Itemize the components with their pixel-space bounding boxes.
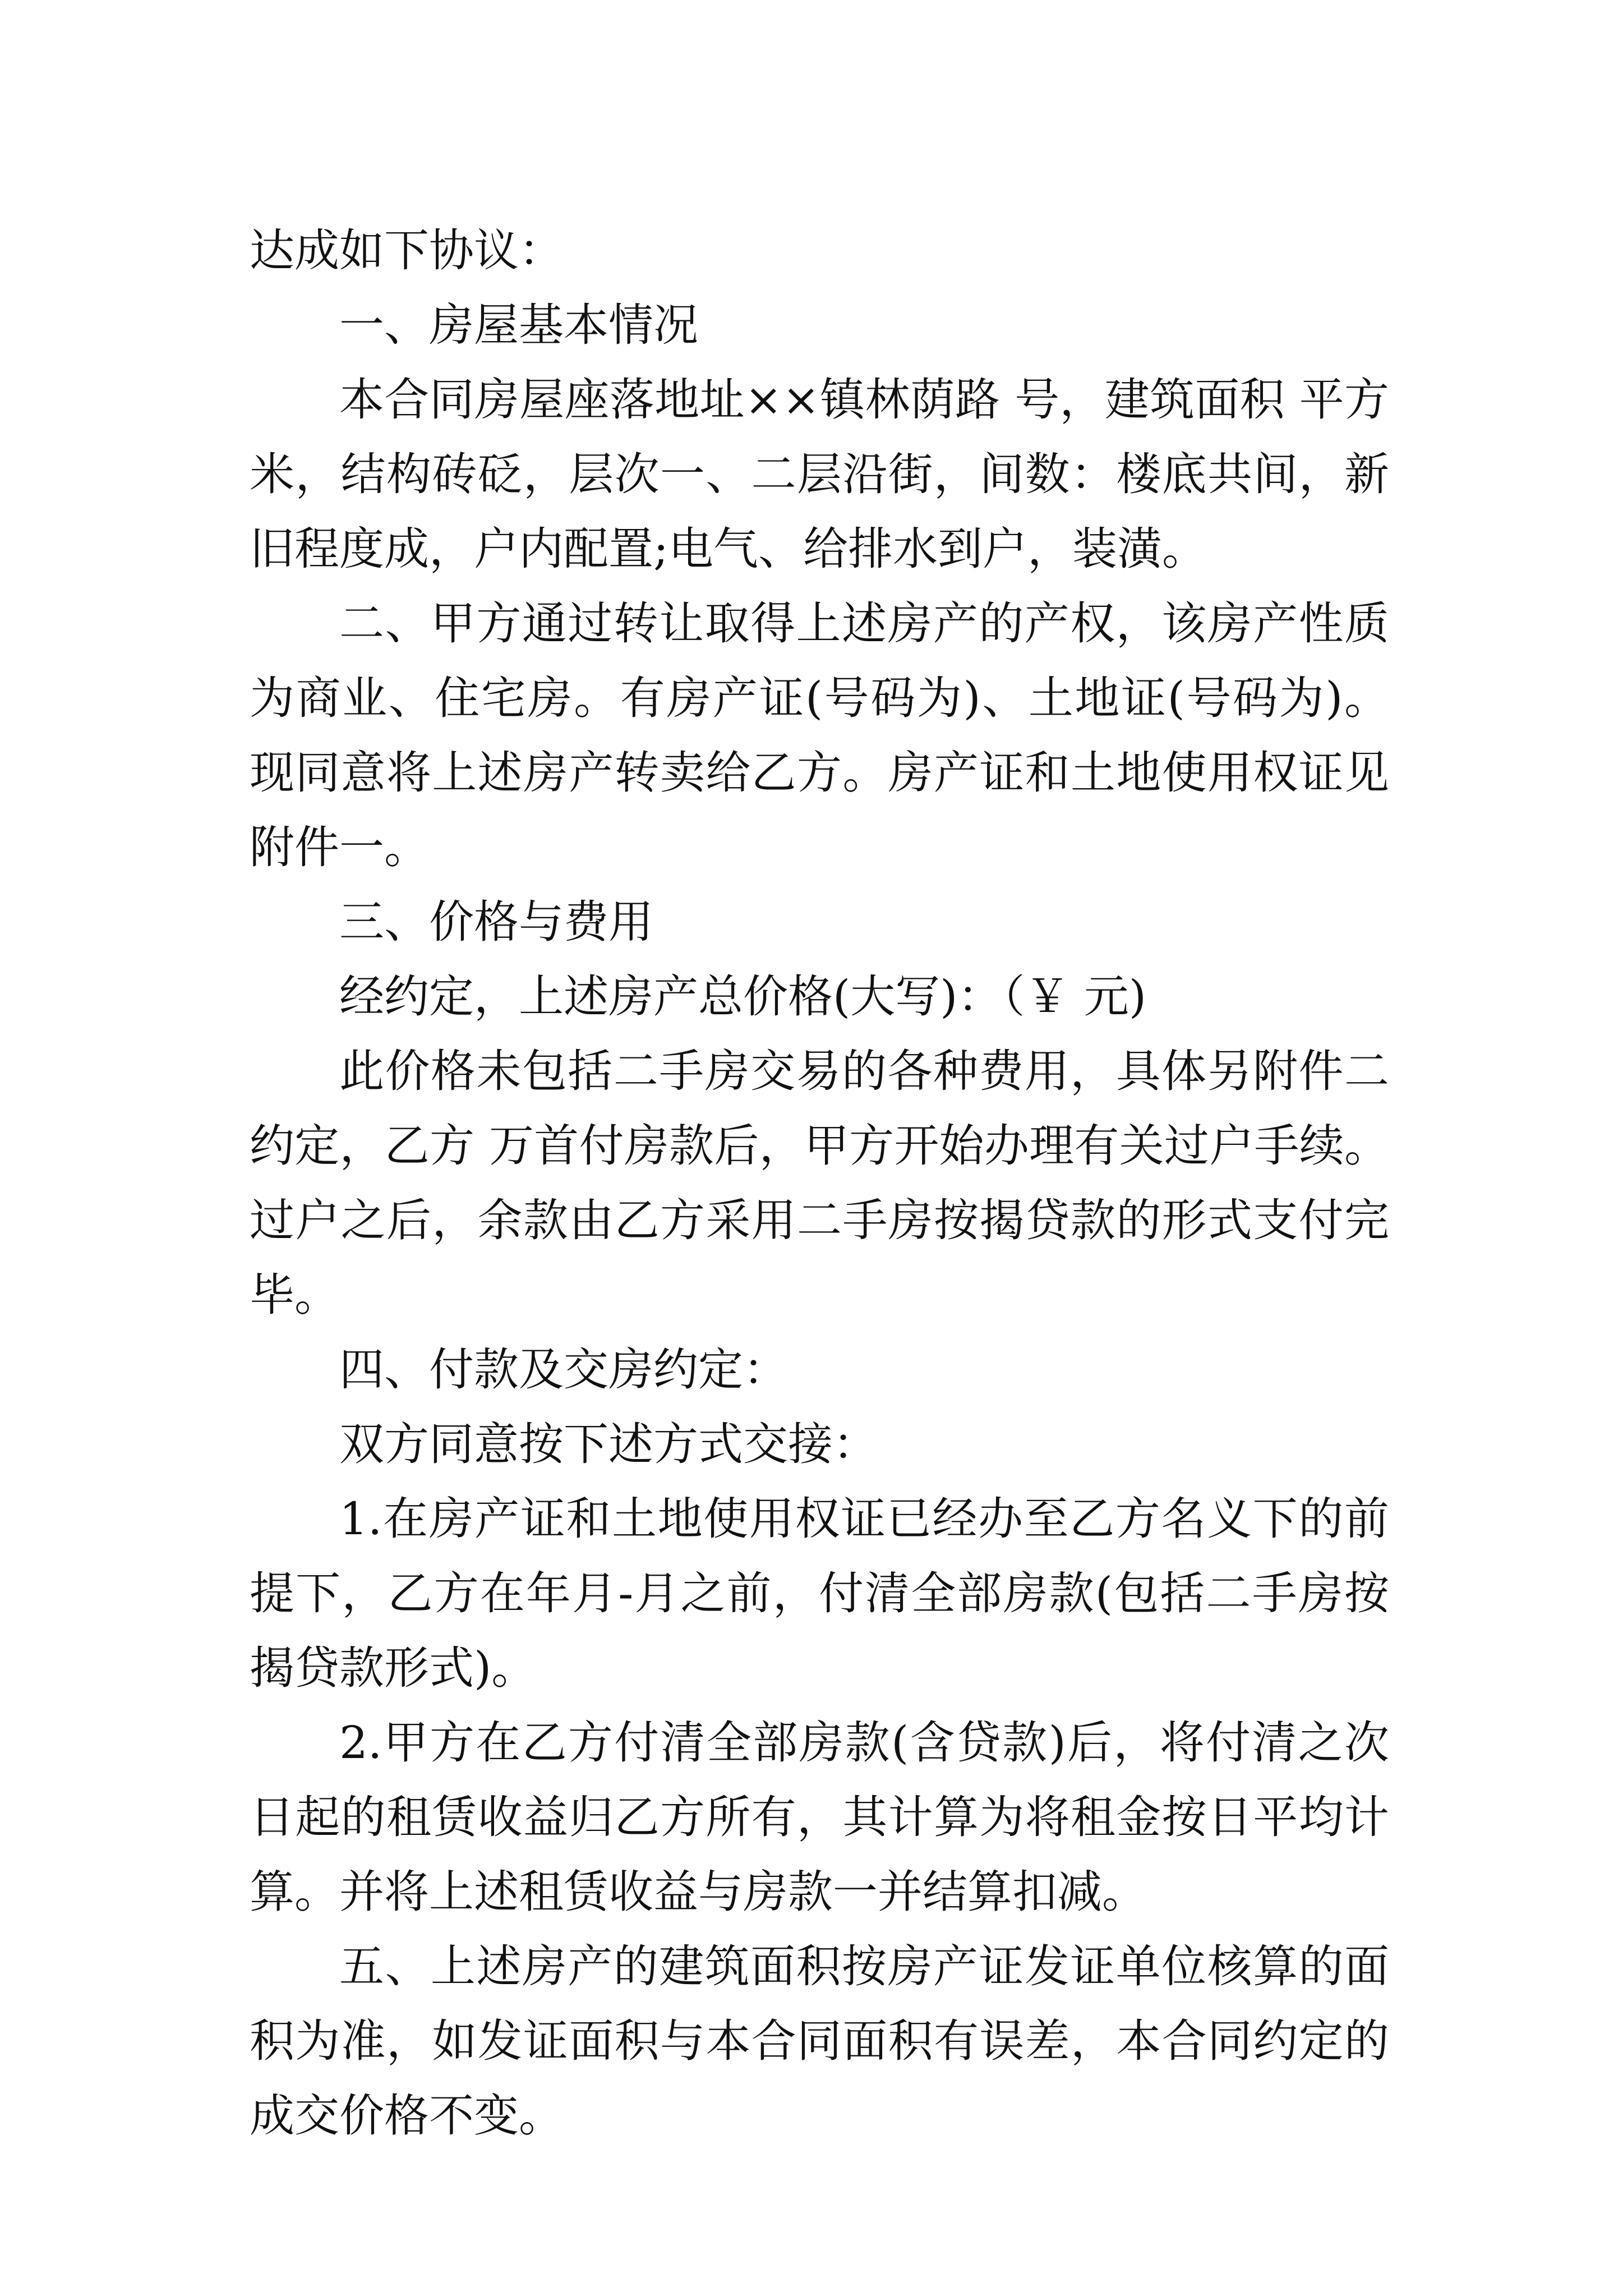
paragraph-handover-method: 双方同意按下述方式交接：: [339, 1418, 878, 1470]
paragraph-intro: 达成如下协议：: [250, 224, 564, 277]
section-heading-3: 三、价格与费用: [339, 896, 653, 948]
section-heading-1: 一、房屋基本情况: [339, 299, 698, 351]
section-paragraph-2: 二、甲方通过转让取得上述房产的产权，该房产性质为商业、住宅房。有房产证(号码为)、土地证(号码为)。现同意将上述房产转卖给乙方。房产证和土地使用权证见附件一。: [250, 597, 1389, 873]
document-page: [250, 213, 1389, 2153]
section-paragraph-5: 五、上述房产的建筑面积按房产证发证单位核算的面积为准，如发证面积与本合同面积有误差，本合同约定的成交价格不变。: [250, 1940, 1389, 2142]
list-item-2: 2.甲方在乙方付清全部房款(含贷款)后，将付清之次日起的租赁收益归乙方所有，其计算为将租金按日平均计算。并将上述租赁收益与房款一并结算扣减。: [250, 1717, 1389, 1918]
paragraph-total-price: 经约定，上述房产总价格(大写)：（￥ 元): [339, 970, 1147, 1023]
section-heading-4: 四、付款及交房约定：: [339, 1343, 788, 1396]
paragraph-fees: 此价格未包括二手房交易的各种费用，具体另附件二约定，乙方 万首付房款后，甲方开始办理有关过户手续。过户之后，余款由乙方采用二手房按揭贷款的形式支付完毕。: [250, 1045, 1389, 1321]
paragraph-house-details: 本合同房屋座落地址××镇林荫路 号，建筑面积 平方米，结构砖砭，层次一、二层沿街，间数：楼底共间，新旧程度成，户内配置;电气、给排水到户，装潢。: [250, 374, 1389, 575]
list-item-1: 1.在房产证和土地使用权证已经办至乙方名义下的前提下，乙方在年月-月之前，付清全部房款(包括二手房按揭贷款形式)。: [250, 1493, 1389, 1694]
